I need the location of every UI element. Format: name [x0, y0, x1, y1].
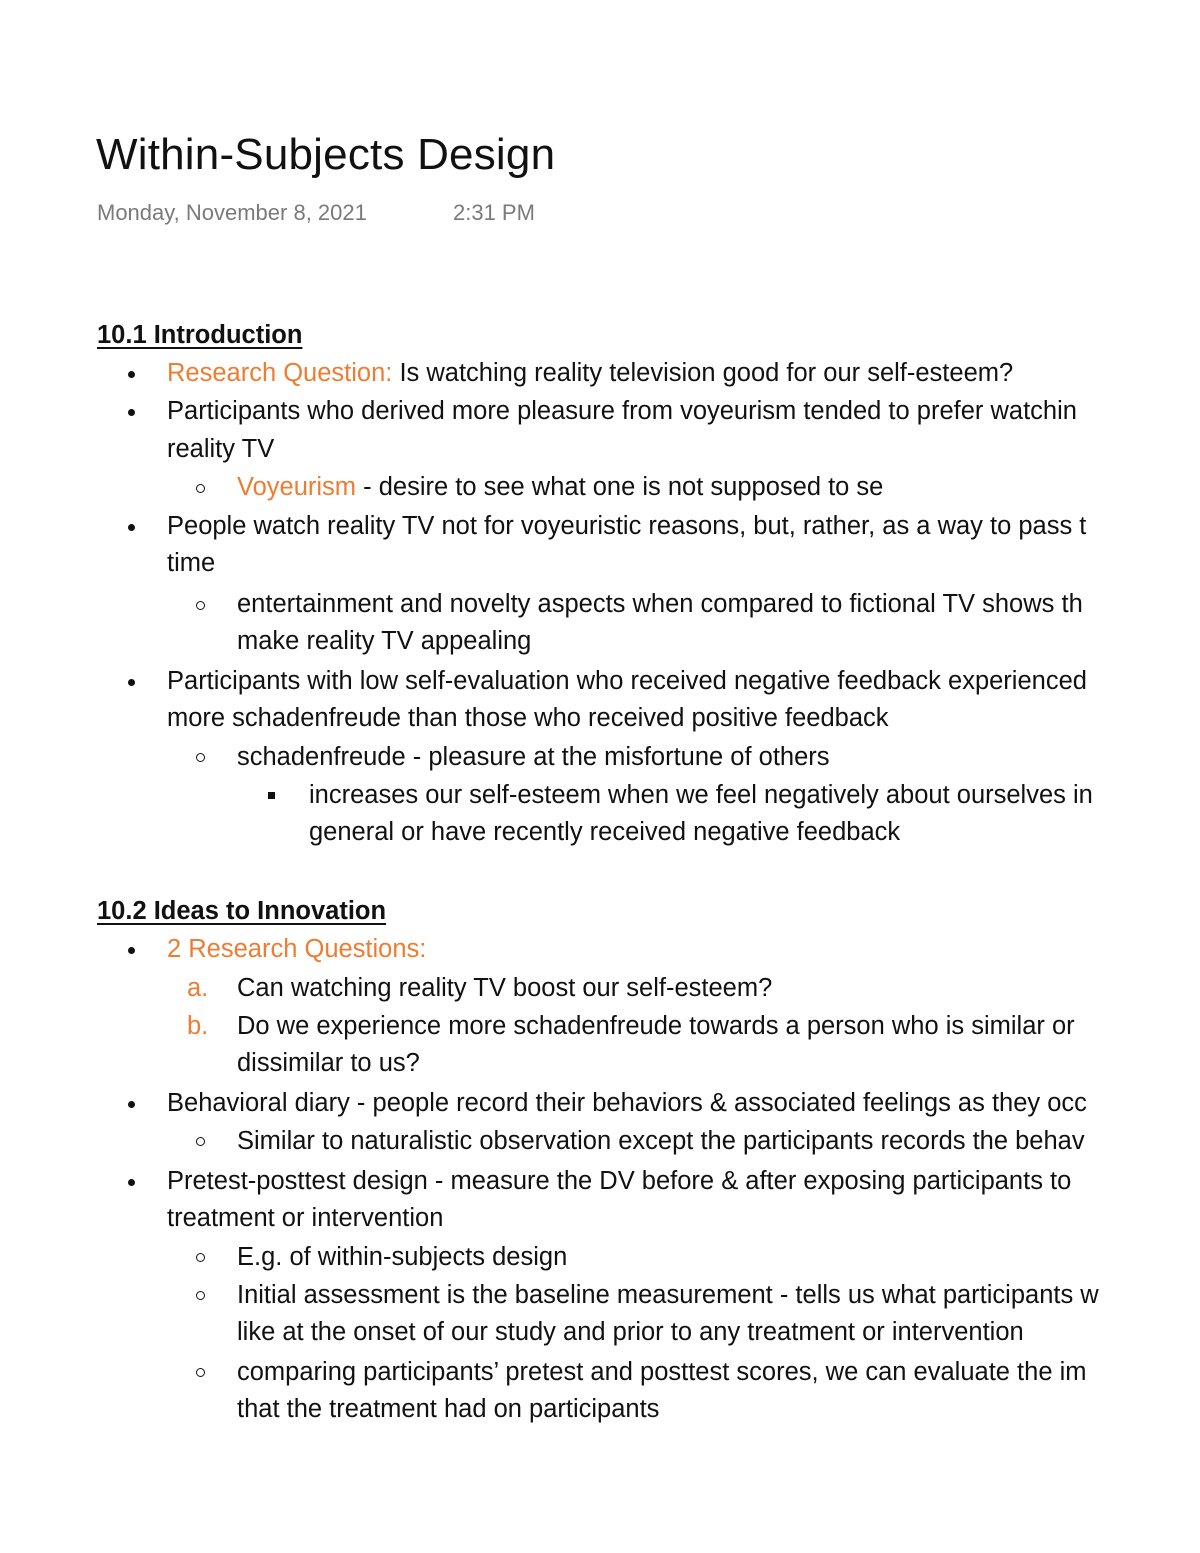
list-item-text: Behavioral diary - people record their behaviors & associated feelings as they occ: [167, 1089, 1087, 1117]
list-marker-b: b.: [187, 1012, 209, 1040]
bullet-disc: [128, 679, 135, 686]
list-item-text: Initial assessment is the baseline measurement - tells us what participants w: [237, 1281, 1099, 1309]
list-item-schadenfreude: schadenfreude - pleasure at the misfortune of others: [237, 743, 830, 771]
list-item-text: Similar to naturalistic observation except the participants records the behav: [237, 1127, 1085, 1155]
bullet-square: [268, 792, 275, 799]
list-item-research-question: [167, 358, 1013, 388]
voyeurism-definition: - desire to see what one is not supposed to se: [356, 473, 884, 501]
bullet-ring: [196, 1368, 205, 1377]
list-item-text: People watch reality TV not for voyeuristic reasons, but, rather, as a way to pass t: [167, 512, 1087, 540]
page-title: Within-Subjects Design: [96, 130, 556, 179]
list-item-text: time: [167, 549, 216, 577]
research-question-label: Research Question:: [167, 359, 393, 387]
research-questions-label: 2 Research Questions:: [167, 935, 427, 963]
list-item-text: entertainment and novelty aspects when compared to fictional TV shows th: [237, 590, 1083, 618]
list-item-text: general or have recently received negative feedback: [309, 818, 901, 846]
bullet-ring: [196, 1137, 205, 1146]
bullet-ring: [196, 1291, 205, 1300]
list-item-voyeurism: [237, 472, 883, 502]
page-time: 2:31 PM: [453, 200, 535, 225]
list-item-text: E.g. of within-subjects design: [237, 1243, 568, 1271]
list-item-text: like at the onset of our study and prior to any treatment or intervention: [237, 1318, 1024, 1346]
bullet-disc: [128, 947, 135, 954]
list-item-text: Pretest-posttest design - measure the DV before & after exposing participants to: [167, 1167, 1072, 1195]
list-item-text: Can watching reality TV boost our self-esteem?: [237, 974, 773, 1002]
section-heading-introduction: 10.1 Introduction: [97, 321, 303, 349]
bullet-disc: [128, 1101, 135, 1108]
voyeurism-term: Voyeurism: [237, 473, 357, 501]
bullet-disc: [128, 524, 135, 531]
list-item-text: comparing participants’ pretest and posttest scores, we can evaluate the im: [237, 1358, 1087, 1386]
list-item-text: treatment or intervention: [167, 1204, 444, 1232]
page-date: Monday, November 8, 2021: [97, 200, 367, 225]
list-item-text: Participants who derived more pleasure from voyeurism tended to prefer watchin: [167, 397, 1077, 425]
bullet-disc: [128, 1179, 135, 1186]
bullet-ring: [196, 484, 205, 493]
list-item-text: that the treatment had on participants: [237, 1395, 660, 1423]
research-question-text: Is watching reality television good for our self-esteem?: [392, 359, 1014, 387]
list-item-text: make reality TV appealing: [237, 627, 532, 655]
list-item-text: increases our self-esteem when we feel negatively about ourselves in: [309, 781, 1093, 809]
list-item-text: dissimilar to us?: [237, 1049, 420, 1077]
list-item-text: Do we experience more schadenfreude towards a person who is similar or: [237, 1012, 1075, 1040]
bullet-disc: [128, 371, 135, 378]
bullet-ring: [196, 753, 205, 762]
section-heading-ideas: 10.2 Ideas to Innovation: [97, 897, 387, 925]
bullet-disc: [128, 409, 135, 416]
list-item-text: more schadenfreude than those who received positive feedback: [167, 704, 889, 732]
bullet-ring: [196, 601, 205, 610]
list-item-text: reality TV: [167, 435, 275, 463]
bullet-ring: [196, 1253, 205, 1262]
list-item-text: Participants with low self-evaluation who received negative feedback experienced: [167, 667, 1087, 695]
list-marker-a: a.: [187, 974, 209, 1002]
